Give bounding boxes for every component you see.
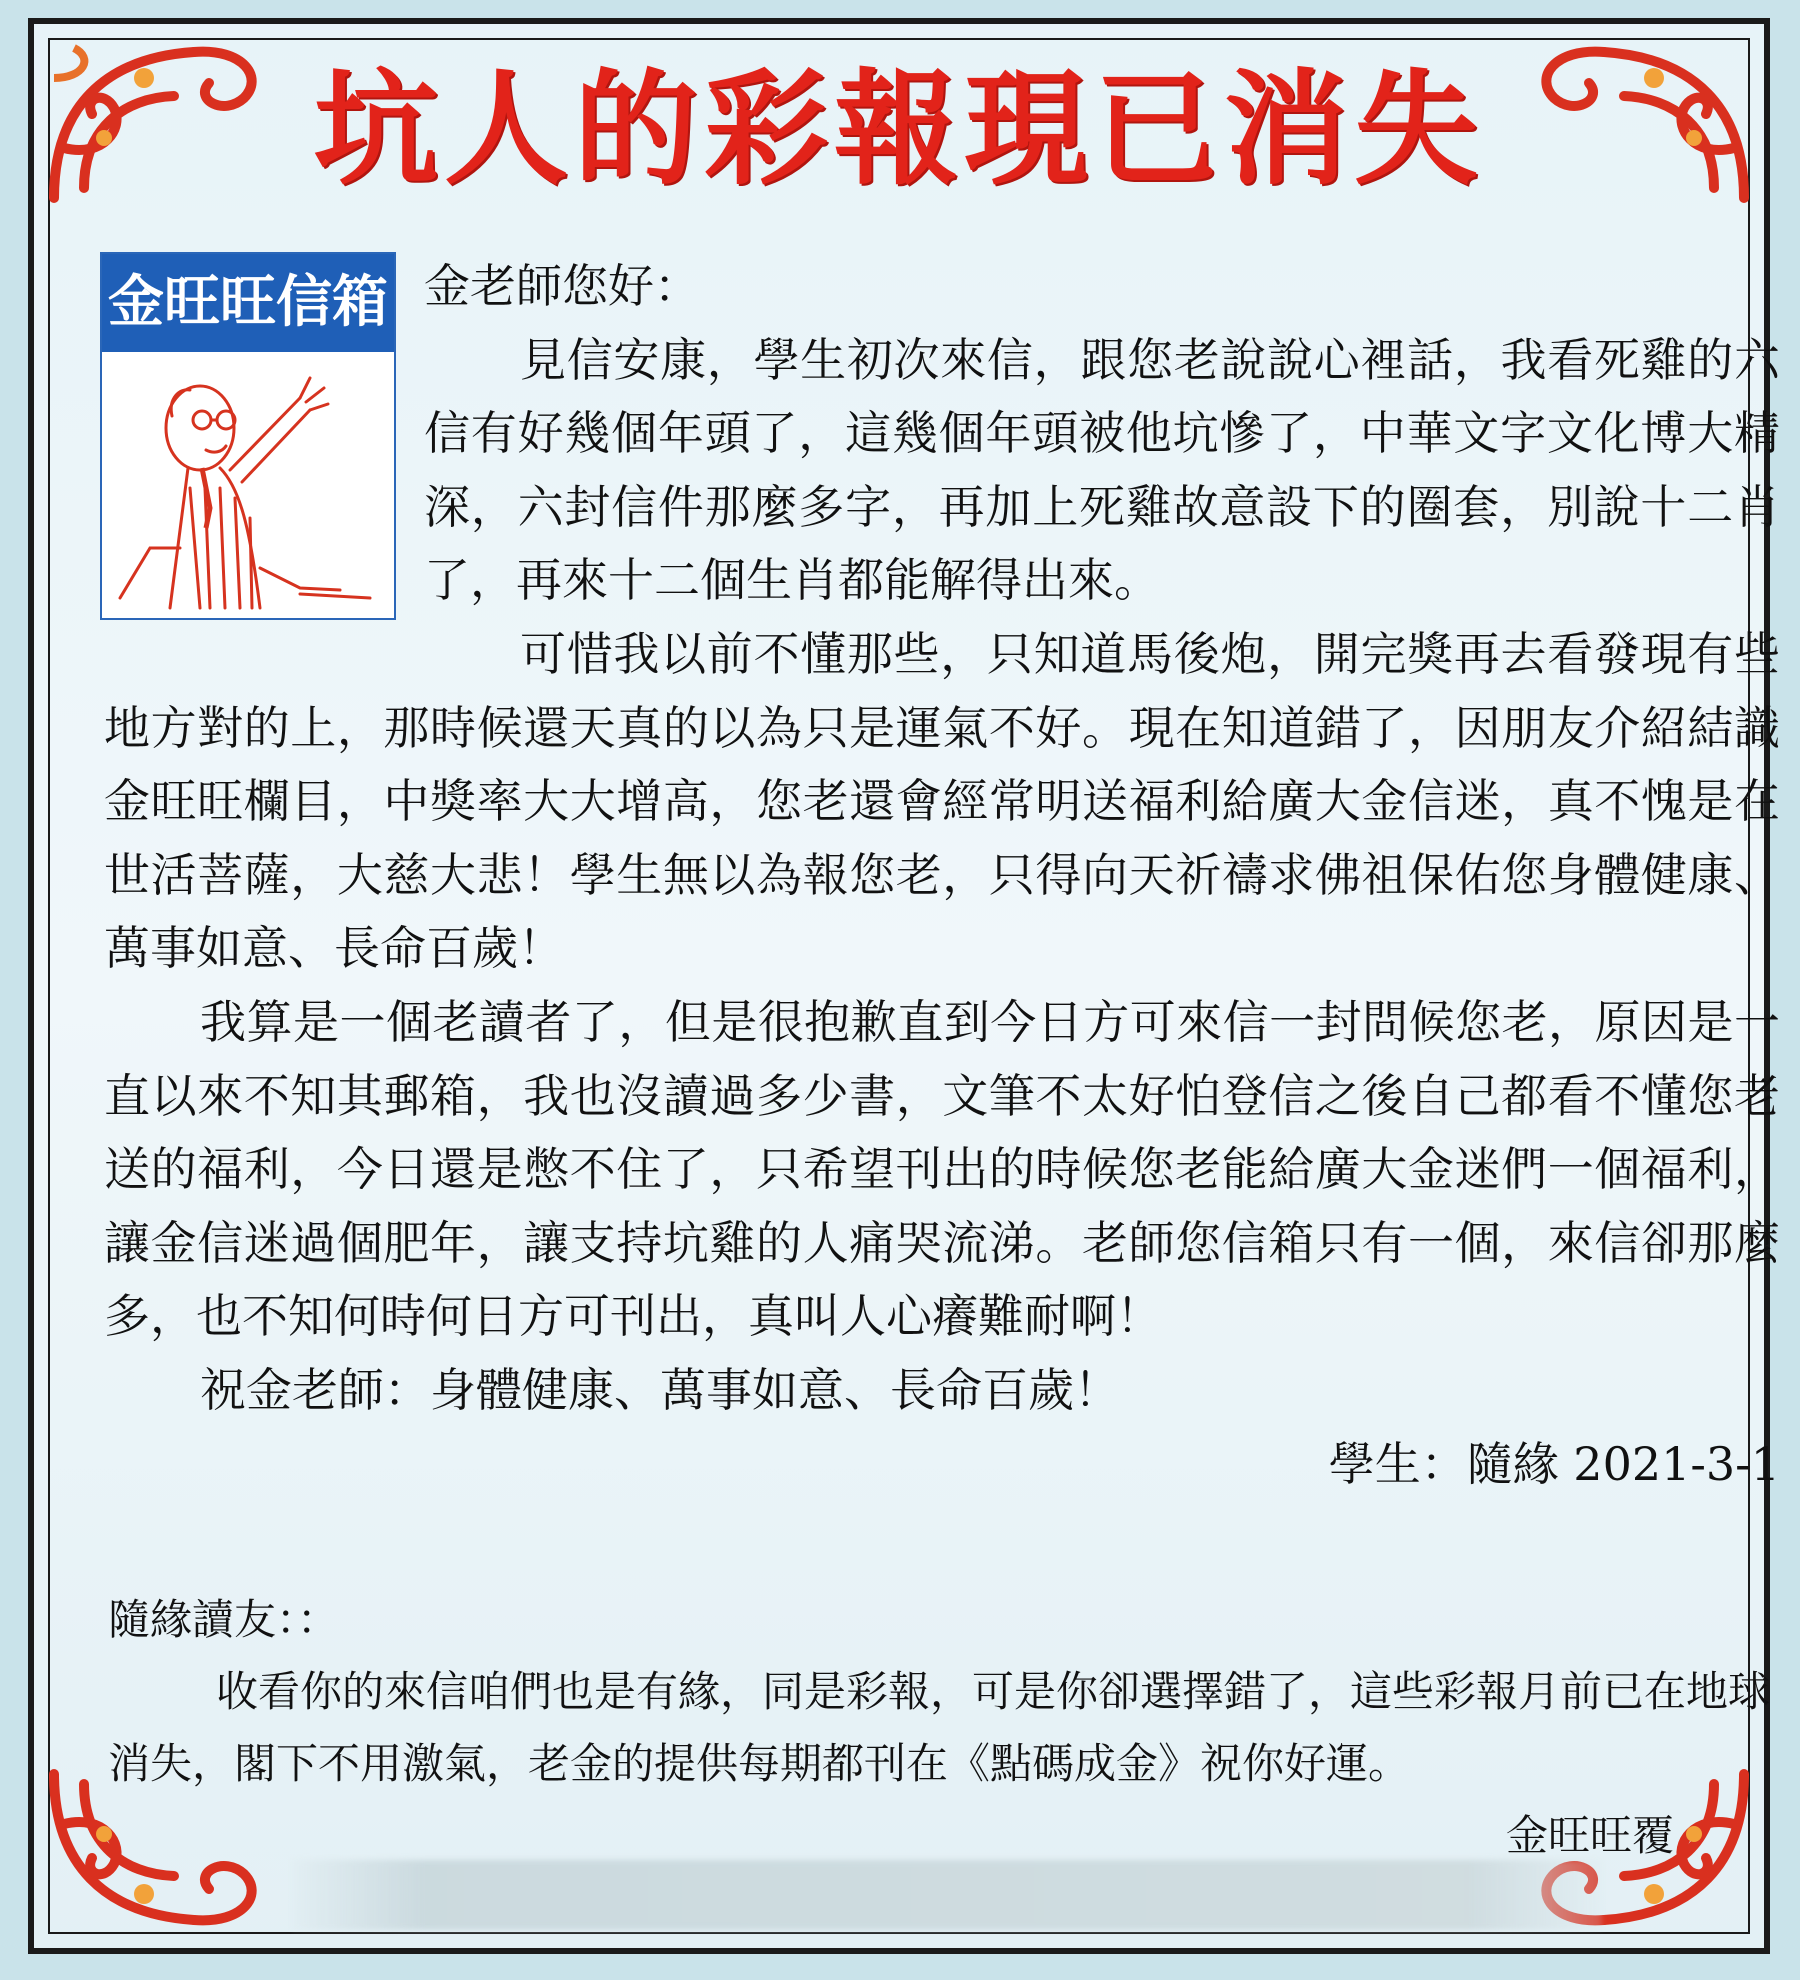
logo-label: 金旺旺信箱 [102,254,394,352]
letter-signature: 學生：隨緣 2021-3-1 [1328,1436,1780,1491]
letter-greeting: 金老師您好： [424,259,700,313]
reply-body: 收看你的來信咱們也是有緣，同是彩報，可是你卻選擇錯了，這些彩報月前已在地球消失，閣下不用激氣，老金的提供每期都刊在《點碼成金》祝你好運。 [108,1667,1771,1788]
letter-page [28,18,1780,1954]
letter-paragraph: 祝金老師：身體健康、萬事如意、長命百歲！ [200,1362,1120,1417]
page-title: 坑人的彩報現已消失 [313,58,1484,202]
letter-body [104,250,1780,1501]
blurred-strip [292,1860,1602,1930]
letter-paragraph: 我算是一個老讀者了，但是很抱歉直到今日方可來信一封問候您老，原因是一直以來不知其郵箱，我也沒讀過多少書，文筆不太好怕登信之後自己都看不懂您老送的福利，今日還是憋不住了，只希望刊出的時候您老能給廣大金迷們一個福利，讓金信迷過個肥年，讓支持坑雞的人痛哭流涕。老師您信箱只有一個，來信卻那麼多，也不知何時何日方可刊出，真叫人心癢難耐啊！ [104,994,1780,1344]
letter-paragraph: 可惜我以前不懂那些，只知道馬後炮，開完獎再去看發現有些地方對的上，那時候還天真的以為只是運氣不好。現在知道錯了，因朋友介紹結識金旺旺欄目，中獎率大大增高，您老還會經常明送福利給廣大金信迷，真不愧是在世活菩薩，大慈大悲！學生無以為報您老，只得向天祈禱求佛祖保佑您身體健康、萬事如意、長命百歲！ [104,626,1780,976]
reply-section [108,1584,1784,1872]
letter-paragraph: 見信安康，學生初次來信，跟您老說說心裡話，我看死雞的六信有好幾個年頭了，這幾個年頭被他坑慘了，中華文字文化博大精深，六封信件那麼多字，再加上死雞故意設下的圈套，別說十二肖了，再來十二個生肖都能解得出來。 [424,332,1780,608]
reply-signature: 金旺旺覆 [1505,1811,1674,1860]
reply-salutation: 隨緣讀友：： [108,1595,340,1644]
